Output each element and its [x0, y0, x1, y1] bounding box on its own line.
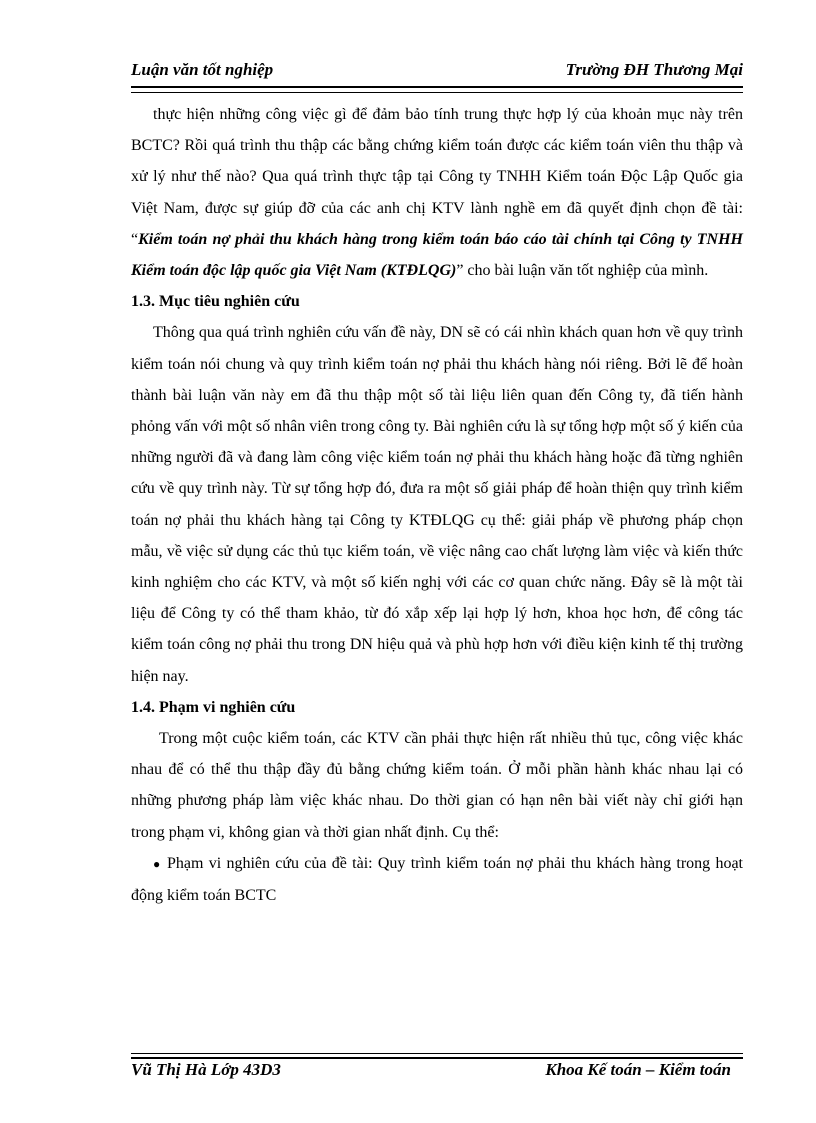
paragraph-scope: Trong một cuộc kiểm toán, các KTV cần phải thực hiện rất nhiều thủ tục, công việc khác nhau để có thể thu thập đầy đủ bằng chứng kiểm toán. Ở mỗi phần hành khác nhau lại có những phương pháp làm việc khác nhau. Do thời gian có hạn nên bài viết này chỉ giới hạn trong phạm vi, không gian và thời gian nhất định. Cụ thể:: [131, 730, 743, 841]
header-rule: [131, 86, 743, 93]
page-header: [131, 60, 743, 84]
paragraph-intro: [131, 99, 743, 286]
paragraph-intro-text: thực hiện những công việc gì để đảm bảo tính trung thực hợp lý của khoản mục này trên BCTC? Rồi quá trình thu thập các bằng chứng kiểm toán được các kiểm toán viên thu thập và xử lý như thế nào? Qua quá trình thực tập tại Công ty TNHH Kiểm toán Độc Lập Quốc gia Việt Nam, được sự giúp đỡ của các anh chị KTV lành nghề em đã quyết định chọn đề tài: “: [131, 106, 743, 248]
header-left-text: Luận văn tốt nghiệp: [131, 60, 274, 79]
section-heading-scope: 1.4. Phạm vi nghiên cứu: [131, 698, 296, 716]
list-item-text: Phạm vi nghiên cứu của đề tài: Quy trình kiểm toán nợ phải thu khách hàng trong hoạt động kiểm toán BCTC: [131, 854, 743, 905]
bullet-icon: ●: [153, 856, 161, 871]
header-right-text: Trường ĐH Thương Mại: [565, 60, 743, 79]
paragraph-objectives: Thông qua quá trình nghiên cứu vấn đề này, DN sẽ có cái nhìn khách quan hơn về quy trình kiểm toán nói chung và quy trình kiểm toán nợ phải thu khách hàng nói riêng. Bởi lẽ để hoàn thành bài luận văn này em đã thu thập một số tài liệu liên quan đến Công ty, đã tiến hành phỏng vấn với một số nhân viên trong công ty. Bài nghiên cứu là sự tổng hợp một số ý kiến của những người đã và đang làm công việc kiểm toán nợ phải thu khách hàng hoặc đã từng nghiên cứu về quy trình này. Từ sự tổng hợp đó, đưa ra một số giải pháp để hoàn thiện quy trình kiểm toán nợ phải thu khách hàng tại Công ty KTĐLQG cụ thể: giải pháp về phương pháp chọn mẫu, về việc sử dụng các thủ tục kiểm toán, về việc nâng cao chất lượng làm việc và kiến thức kinh nghiệm cho các KTV, và một số kiến nghị với các cơ quan chức năng. Đây sẽ là một tài liệu để Công ty có thể tham khảo, từ đó xắp xếp lại hợp lý hơn, khoa học hơn, để công tác kiểm toán công nợ phải thu trong DN hiệu quả và phù hợp hơn với điều kiện kinh tế thị trường hiện nay.: [131, 324, 743, 685]
page-footer: [131, 1060, 743, 1084]
footer-rule: [131, 1053, 743, 1059]
document-body: [131, 99, 743, 911]
thesis-title: Kiểm toán nợ phải thu khách hàng trong kiểm toán báo cáo tài chính tại Công ty TNHH Kiểm toán độc lập quốc gia Việt Nam (KTĐLQG): [131, 230, 743, 280]
paragraph-intro-end: ” cho bài luận văn tốt nghiệp của mình.: [456, 262, 709, 280]
section-heading-objectives: 1.3. Mục tiêu nghiên cứu: [131, 293, 300, 311]
footer-left-text: Vũ Thị Hà Lớp 43D3: [131, 1060, 281, 1079]
list-item: [131, 848, 743, 911]
footer-right-text: Khoa Kế toán – Kiểm toán: [545, 1060, 731, 1079]
